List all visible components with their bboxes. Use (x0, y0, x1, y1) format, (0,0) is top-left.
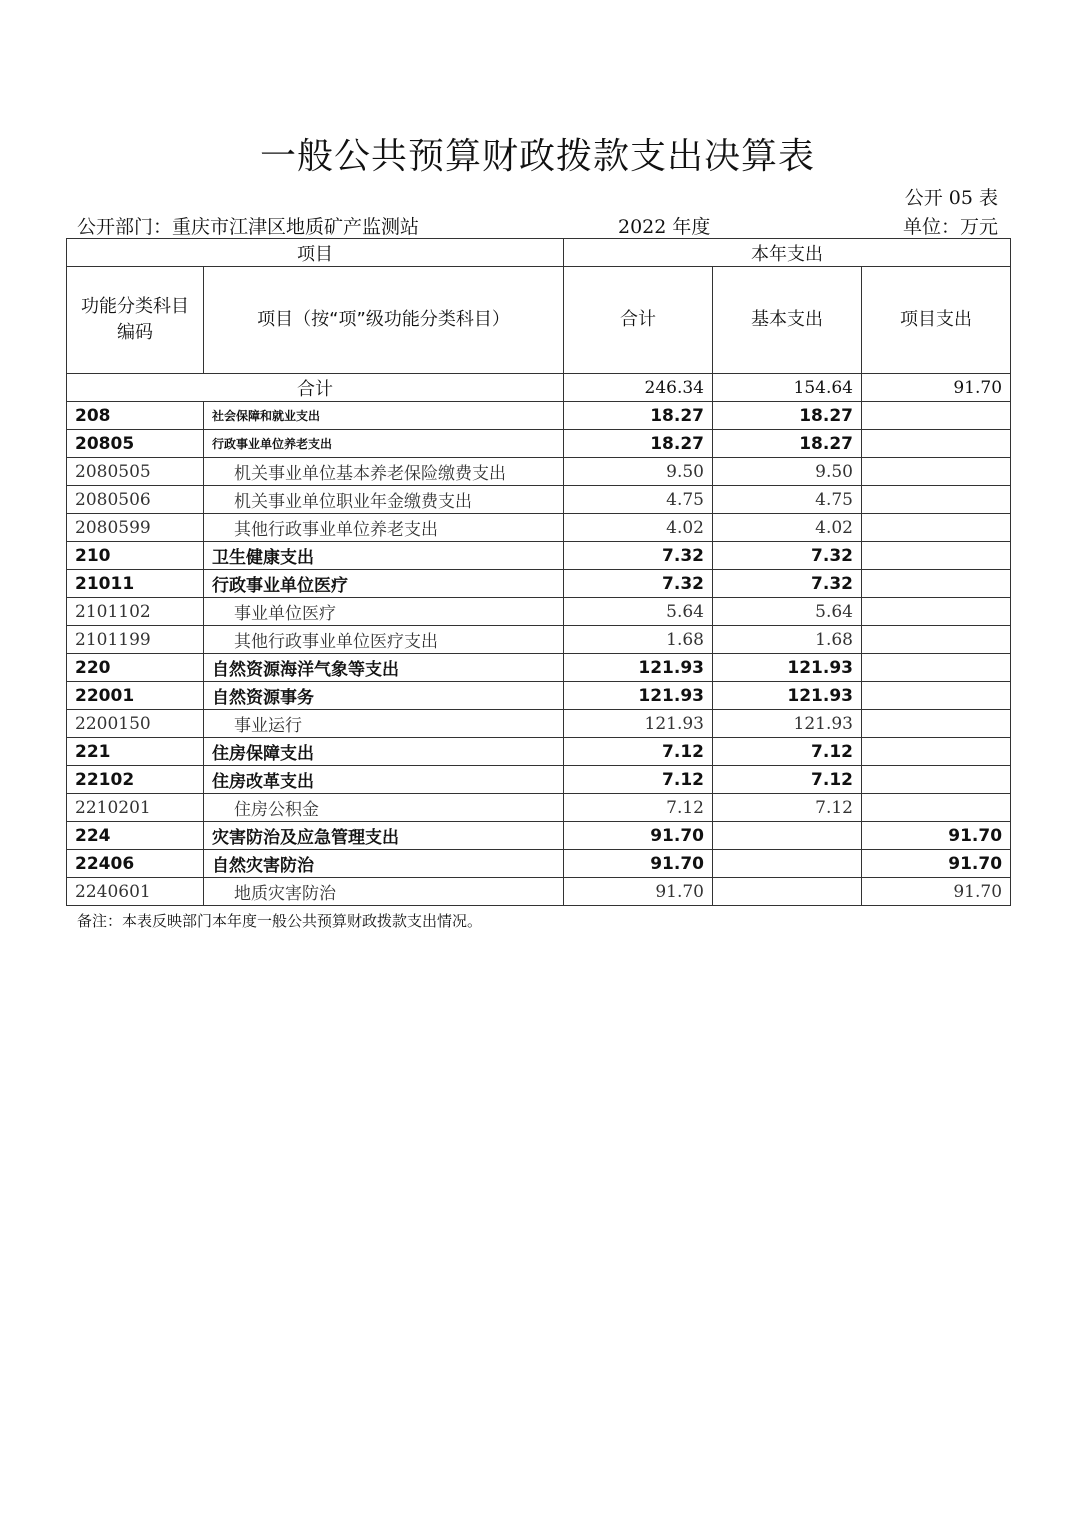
row-project (862, 626, 1011, 654)
table-row (67, 878, 1011, 906)
table-row (67, 570, 1011, 598)
row-total: 121.93 (564, 710, 713, 738)
table-row (67, 598, 1011, 626)
unit-label: 单位：万元 (902, 216, 998, 238)
row-name: 住房改革支出 (204, 766, 564, 794)
row-basic: 18.27 (713, 430, 862, 458)
row-project (862, 430, 1011, 458)
row-name: 其他行政事业单位养老支出 (204, 514, 564, 542)
row-basic: 4.02 (713, 514, 862, 542)
table-row (67, 710, 1011, 738)
row-code: 221 (67, 738, 204, 766)
department-label: 公开部门：重庆市江津区地质矿产监测站 (77, 216, 420, 238)
row-basic: 121.93 (713, 710, 862, 738)
table-row (67, 738, 1011, 766)
header-project-expenditure: 项目支出 (862, 267, 1011, 374)
row-code: 22001 (67, 682, 204, 710)
row-basic: 7.12 (713, 766, 862, 794)
table-row (67, 794, 1011, 822)
row-project (862, 486, 1011, 514)
row-name: 地质灾害防治 (204, 878, 564, 906)
row-total: 91.70 (564, 878, 713, 906)
total-row (67, 374, 1011, 402)
header-total: 合计 (564, 267, 713, 374)
row-name: 行政事业单位医疗 (204, 570, 564, 598)
row-total: 18.27 (564, 402, 713, 430)
row-code: 224 (67, 822, 204, 850)
row-name: 自然资源事务 (204, 682, 564, 710)
table-row (67, 766, 1011, 794)
row-project (862, 598, 1011, 626)
total-basic: 154.64 (713, 374, 862, 402)
row-project: 91.70 (862, 850, 1011, 878)
header-name: 项目（按“项”级功能分类科目） (204, 267, 564, 374)
row-code: 2080506 (67, 486, 204, 514)
row-basic: 7.32 (713, 542, 862, 570)
row-name: 住房保障支出 (204, 738, 564, 766)
row-total: 7.32 (564, 570, 713, 598)
header-code: 功能分类科目编码 (67, 267, 204, 374)
row-project (862, 738, 1011, 766)
row-name: 行政事业单位养老支出 (204, 430, 564, 458)
row-project (862, 542, 1011, 570)
row-total: 7.12 (564, 766, 713, 794)
total-label: 合计 (67, 374, 564, 402)
row-name: 卫生健康支出 (204, 542, 564, 570)
row-basic: 1.68 (713, 626, 862, 654)
row-total: 1.68 (564, 626, 713, 654)
table-row (67, 458, 1011, 486)
table-row (67, 822, 1011, 850)
table-row (67, 430, 1011, 458)
row-basic: 18.27 (713, 402, 862, 430)
row-total: 7.12 (564, 738, 713, 766)
row-name: 机关事业单位职业年金缴费支出 (204, 486, 564, 514)
table-row (67, 626, 1011, 654)
row-total: 121.93 (564, 654, 713, 682)
row-code: 2101102 (67, 598, 204, 626)
total-project: 91.70 (862, 374, 1011, 402)
row-name: 机关事业单位基本养老保险缴费支出 (204, 458, 564, 486)
row-code: 208 (67, 402, 204, 430)
row-code: 22406 (67, 850, 204, 878)
row-name: 社会保障和就业支出 (204, 402, 564, 430)
row-project (862, 766, 1011, 794)
footnote: 备注：本表反映部门本年度一般公共预算财政拨款支出情况。 (77, 912, 483, 930)
row-code: 22102 (67, 766, 204, 794)
row-name: 自然资源海洋气象等支出 (204, 654, 564, 682)
row-name: 住房公积金 (204, 794, 564, 822)
row-project (862, 654, 1011, 682)
row-project (862, 514, 1011, 542)
row-total: 91.70 (564, 822, 713, 850)
table-row (67, 514, 1011, 542)
row-basic (713, 822, 862, 850)
row-project (862, 682, 1011, 710)
row-total: 4.02 (564, 514, 713, 542)
row-basic: 7.12 (713, 794, 862, 822)
row-code: 2240601 (67, 878, 204, 906)
table-row (67, 402, 1011, 430)
row-basic (713, 850, 862, 878)
header-basic: 基本支出 (713, 267, 862, 374)
expenditure-table (66, 238, 1011, 906)
row-basic: 121.93 (713, 654, 862, 682)
row-code: 2200150 (67, 710, 204, 738)
row-total: 121.93 (564, 682, 713, 710)
table-row (67, 850, 1011, 878)
row-project (862, 710, 1011, 738)
row-name: 事业运行 (204, 710, 564, 738)
row-basic: 7.12 (713, 738, 862, 766)
row-basic: 7.32 (713, 570, 862, 598)
header-current-year: 本年支出 (564, 239, 1011, 267)
row-code: 2210201 (67, 794, 204, 822)
row-project (862, 402, 1011, 430)
row-code: 2080599 (67, 514, 204, 542)
table-row (67, 682, 1011, 710)
row-code: 2080505 (67, 458, 204, 486)
row-project (862, 794, 1011, 822)
row-basic: 5.64 (713, 598, 862, 626)
row-project (862, 458, 1011, 486)
row-basic: 121.93 (713, 682, 862, 710)
total-amount: 246.34 (564, 374, 713, 402)
table-row (67, 486, 1011, 514)
row-basic: 4.75 (713, 486, 862, 514)
row-code: 220 (67, 654, 204, 682)
row-name: 事业单位医疗 (204, 598, 564, 626)
row-basic: 9.50 (713, 458, 862, 486)
row-project: 91.70 (862, 822, 1011, 850)
page-title: 一般公共预算财政拨款支出决算表 (259, 136, 815, 177)
header-project: 项目 (67, 239, 564, 267)
row-project (862, 570, 1011, 598)
row-total: 18.27 (564, 430, 713, 458)
row-code: 210 (67, 542, 204, 570)
row-code: 21011 (67, 570, 204, 598)
row-total: 91.70 (564, 850, 713, 878)
row-total: 7.32 (564, 542, 713, 570)
table-row (67, 542, 1011, 570)
row-total: 7.12 (564, 794, 713, 822)
table-number: 公开 05 表 (904, 187, 998, 209)
fiscal-year-label: 2022 年度 (618, 216, 711, 238)
row-total: 4.75 (564, 486, 713, 514)
row-total: 9.50 (564, 458, 713, 486)
row-name: 其他行政事业单位医疗支出 (204, 626, 564, 654)
row-code: 2101199 (67, 626, 204, 654)
row-name: 灾害防治及应急管理支出 (204, 822, 564, 850)
row-code: 20805 (67, 430, 204, 458)
row-project: 91.70 (862, 878, 1011, 906)
row-name: 自然灾害防治 (204, 850, 564, 878)
row-total: 5.64 (564, 598, 713, 626)
row-basic (713, 878, 862, 906)
table-row (67, 654, 1011, 682)
